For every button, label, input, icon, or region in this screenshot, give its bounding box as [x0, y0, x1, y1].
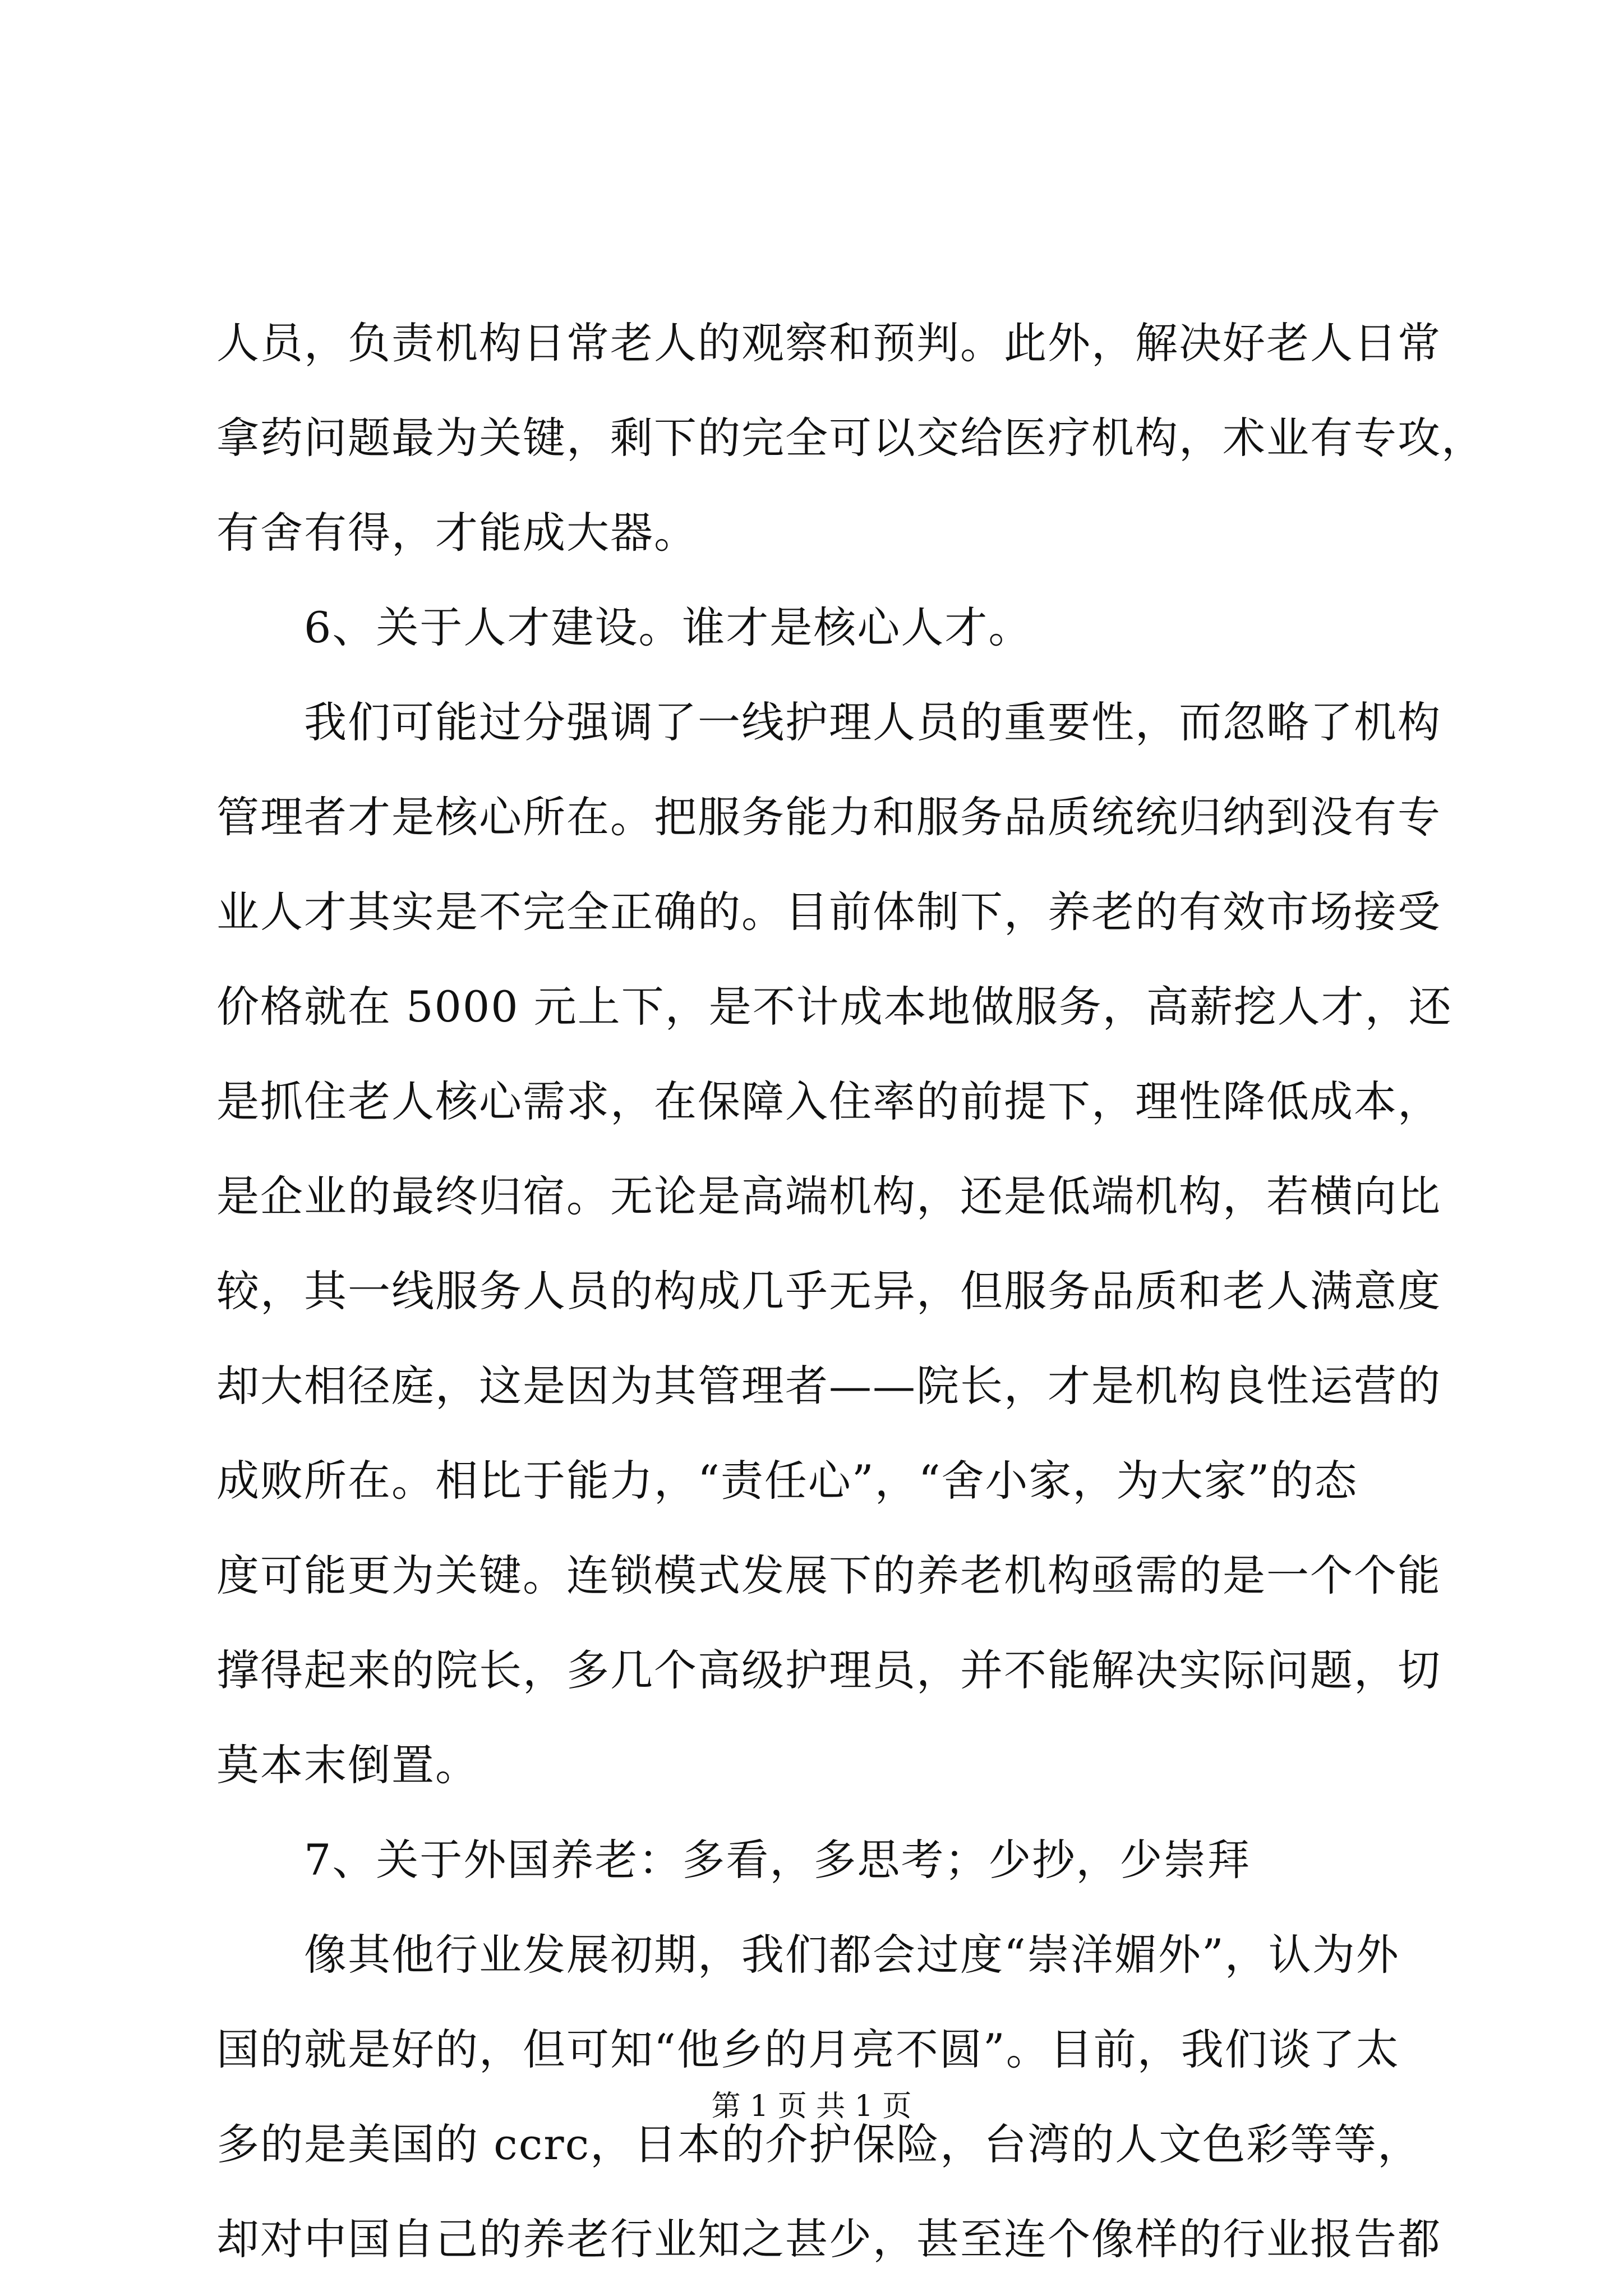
text-line: 却对中国自己的养老行业知之甚少，甚至连个像样的行业报告都 [216, 2214, 1441, 2264]
text-line: 撑得起来的院长，多几个高级护理员，并不能解决实际问题，切 [216, 1645, 1441, 1695]
text-line: 人员，负责机构日常老人的观察和预判。此外，解决好老人日常 [216, 318, 1441, 368]
text-line: 是企业的最终归宿。无论是高端机构，还是低端机构，若横向比 [216, 1171, 1441, 1221]
text-line: 却大相径庭，这是因为其管理者——院长，才是机构良性运营的 [216, 1361, 1441, 1411]
text-line: 国的就是好的，但可知“他乡的月亮不圆”。目前，我们谈了太 [216, 2024, 1400, 2074]
text-line: 较，其一线服务人员的构成几乎无异，但服务品质和老人满意度 [216, 1266, 1441, 1316]
section-heading-6: 6、关于人才建设。谁才是核心人才。 [216, 602, 1032, 652]
text-line: 度可能更为关键。连锁模式发展下的养老机构亟需的是一个个能 [216, 1550, 1441, 1600]
text-line: 像其他行业发展初期，我们都会过度“崇洋媚外”，认为外 [216, 1930, 1400, 1980]
text-line: 价格就在 5000 元上下，是不计成本地做服务，高薪挖人才，还 [216, 982, 1453, 1032]
text-line: 我们可能过分强调了一线护理人员的重要性，而忽略了机构 [216, 697, 1441, 747]
section-heading-7: 7、关于外国养老：多看，多思考；少抄，少崇拜 [216, 1835, 1251, 1885]
text-line: 管理者才是核心所在。把服务能力和服务品质统统归纳到没有专 [216, 792, 1441, 842]
page-footer: 第 1 页 共 1 页 [711, 2090, 912, 2123]
text-line: 成败所在。相比于能力，“责任心”，“舍小家，为大家”的态 [216, 1456, 1358, 1506]
text-line: 拿药问题最为关键，剩下的完全可以交给医疗机构，术业有专攻， [216, 413, 1485, 463]
text-line: 多的是美国的 ccrc，日本的介护保险，台湾的人文色彩等等， [216, 2119, 1422, 2169]
body-text [216, 296, 1485, 2286]
text-line: 是抓住老人核心需求，在保障入住率的前提下，理性降低成本， [216, 1076, 1441, 1126]
text-line: 有舍有得，才能成大器。 [216, 508, 698, 558]
text-line: 业人才其实是不完全正确的。目前体制下，养老的有效市场接受 [216, 887, 1441, 937]
text-line: 莫本末倒置。 [216, 1740, 479, 1790]
